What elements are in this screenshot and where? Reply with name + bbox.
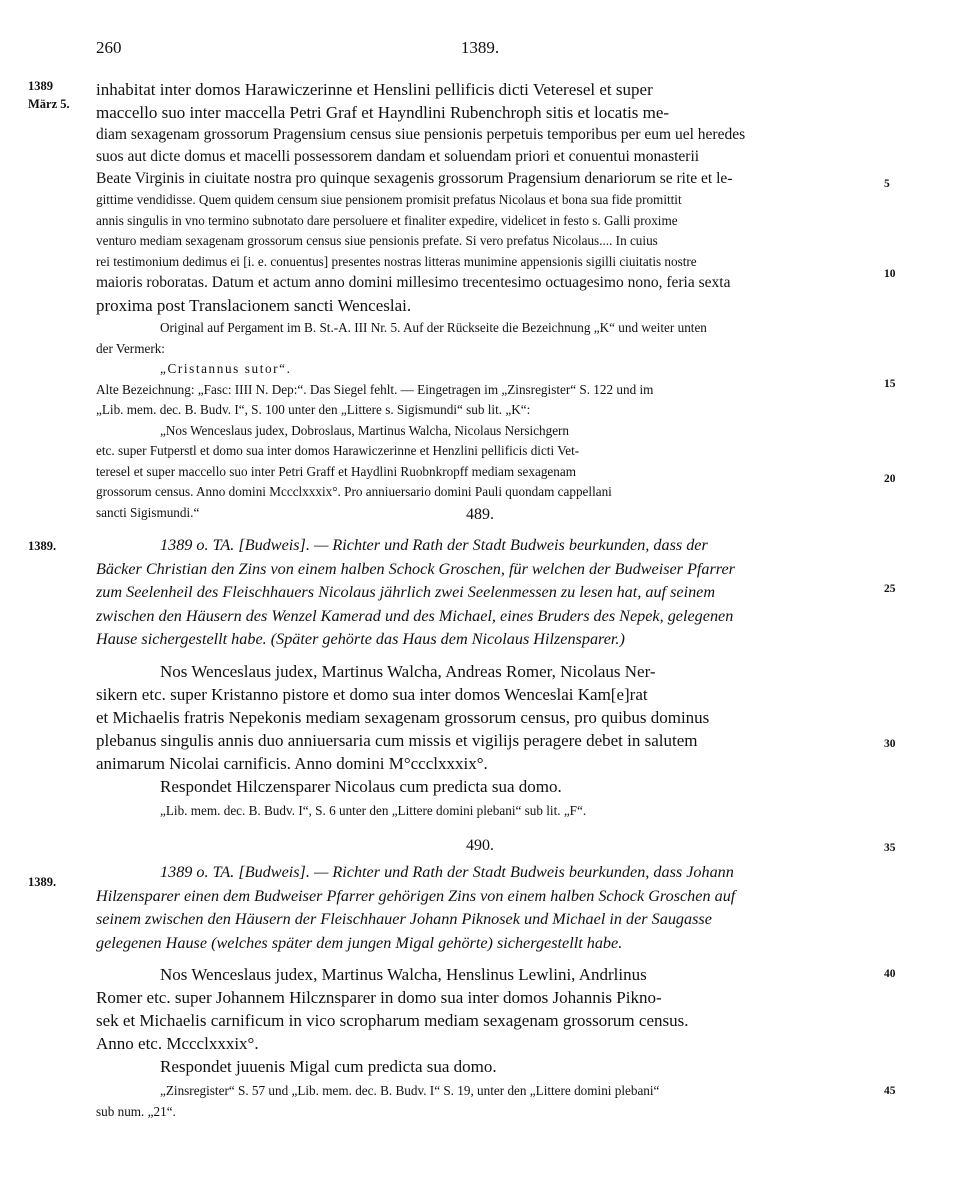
charter-text-488 — [96, 78, 880, 317]
text-line: sikern etc. super Kristanno pistore et domo sua inter domos Wenceslai Kam[e]rat — [96, 685, 648, 704]
charter-text-489 — [96, 660, 880, 822]
text-line: proxima post Translacionem sancti Wenceslai. — [96, 296, 412, 315]
text-line: Nos Wenceslaus judex, Martinus Walcha, Andreas Romer, Nicolaus Ner- — [160, 662, 656, 681]
line-number: 25 — [884, 583, 896, 595]
text-line: Romer etc. super Johannem Hilcznsparer in domo sua inter domos Johannis Pikno- — [96, 988, 662, 1007]
margin-year: 1389. — [28, 875, 57, 889]
margin-year: 1389 — [28, 79, 53, 93]
summary-line: gelegenen Hause (welches später dem jungen Migal gehörte) sichergestellt habe. — [96, 933, 623, 952]
page-header — [0, 38, 960, 62]
note-line: Original auf Pergament im B. St.-A. III Nr. 5. Auf der Rückseite die Bezeichnung „K“ und weiter unten — [160, 320, 707, 335]
document-number: 490. — [466, 837, 494, 854]
note-line: sub num. „21“. — [96, 1103, 176, 1119]
text-line: animarum Nicolai carnificis. Anno domini M°ccclxxxix°. — [96, 754, 488, 773]
text-line: Respondet Hilczensparer Nicolaus cum predicta sua domo. — [160, 777, 562, 796]
document-number: 489. — [466, 506, 494, 523]
note-line: grossorum census. Anno domini Mccclxxxix°. Pro anniuersario domini Pauli quondam cappellani — [96, 484, 612, 499]
text-line: rei testimonium dedimus ei [i. e. conuentus] presentes nostras litteras munimine appensionis sigilli ciuitatis nostre — [96, 253, 697, 269]
text-line: maioris roboratas. Datum et actum anno domini millesimo trecentesimo octuagesimo nono, feria sexta — [96, 274, 731, 291]
summary-line: 1389 o. TA. [Budweis]. — Richter und Rath der Stadt Budweis beurkunden, dass Johann — [160, 863, 734, 881]
regest-490 — [96, 861, 880, 955]
note-line: „Lib. mem. dec. B. Budv. I“, S. 100 unter den „Littere s. Sigismundi“ sub lit. „K“: — [96, 402, 531, 417]
line-number: 5 — [884, 178, 890, 190]
text-line: Anno etc. Mccclxxxix°. — [96, 1034, 259, 1053]
line-number: 35 — [884, 842, 896, 854]
note-line: „Cristannus sutor“. — [160, 361, 292, 376]
text-line: suos aut dicte domus et macelli possessorem dandam et soluendam priori et conuentui monasterii — [96, 148, 700, 165]
note-line: „Nos Wenceslaus judex, Dobroslaus, Martinus Walcha, Nicolaus Nersichgern — [160, 422, 570, 438]
note-line: etc. super Futperstl et domo sua inter domos Harawiczerinne et Henzlini pellificis dicti Vet- — [96, 443, 580, 458]
summary-line: Hilzensparer einen dem Budweiser Pfarrer gehörigen Zins von einem halben Schock Groschen auf — [96, 886, 736, 905]
editorial-notes-490 — [96, 1081, 880, 1122]
text-line: maccello suo inter maccella Petri Graf et Hayndlini Rubenchroph sitis et locatis me- — [96, 103, 670, 122]
margin-year: 1389. — [28, 539, 57, 553]
text-line: diam sexagenam grossorum Pragensium census siue pensionis perpetuis temporibus per eum uel heredes — [96, 126, 746, 143]
charter-text-490 — [96, 963, 880, 1078]
text-line: inhabitat inter domos Harawiczerinne et Henslini pellificis dicti Veteresel et super — [96, 80, 653, 99]
summary-line: 1389 o. TA. [Budweis]. — Richter und Rath der Stadt Budweis beurkunden, dass der — [160, 536, 708, 554]
text-line: gittime vendidisse. Quem quidem censum siue pensionem promisit prefatus Nicolaus et bona sua fide promittit — [96, 192, 682, 207]
text-line: Nos Wenceslaus judex, Martinus Walcha, Henslinus Lewlini, Andrlinus — [160, 965, 647, 984]
summary-line: Hause sichergestellt habe. (Später gehörte das Haus dem Nicolaus Hilzensparer.) — [96, 630, 625, 648]
line-number: 45 — [884, 1085, 896, 1097]
page-number: 260 — [96, 38, 122, 57]
regest-489 — [96, 534, 880, 652]
note-line: „Lib. mem. dec. B. Budv. I“, S. 6 unter den „Littere domini plebani“ sub lit. „F“. — [160, 803, 587, 818]
editorial-notes-488 — [96, 318, 880, 523]
summary-line: Bäcker Christian den Zins von einem halben Schock Groschen, für welchen der Budweiser Pfarrer — [96, 559, 735, 578]
text-line: et Michaelis fratris Nepekonis mediam sexagenam grossorum census, pro quibus dominus — [96, 708, 710, 727]
line-number: 40 — [884, 968, 896, 980]
margin-date: März 5. — [28, 97, 70, 111]
summary-line: seinem zwischen den Häusern der Fleischhauer Johann Piknosek und Michael in der Saugasse — [96, 910, 712, 928]
running-head-year: 1389. — [460, 38, 500, 57]
text-line: plebanus singulis annis duo anniuersaria cum missis et vigilijs peragere debet in salutem — [96, 731, 698, 750]
note-line: „Zinsregister“ S. 57 und „Lib. mem. dec. B. Budv. I“ S. 19, unter den „Littere domini plebani“ — [160, 1083, 660, 1098]
text-line: Respondet juuenis Migal cum predicta sua domo. — [160, 1057, 497, 1076]
note-line: der Vermerk: — [96, 340, 165, 356]
line-number: 10 — [884, 268, 896, 280]
line-number: 30 — [884, 738, 896, 750]
text-line: Beate Virginis in ciuitate nostra pro quinque sexagenis grossorum Pragensium denariorum se rite et le- — [96, 170, 733, 187]
note-line: teresel et super maccello suo inter Petri Graff et Haydlini Ruobnkropff mediam sexagenam — [96, 463, 576, 479]
line-number: 20 — [884, 473, 896, 485]
note-line: Alte Bezeichnung: „Fasc: IIII N. Dep:“. Das Siegel fehlt. — Eingetragen im „Zinsregister“ S. 122 und im — [96, 381, 654, 397]
text-line: venturo mediam sexagenam grossorum census siue pensionis prefate. Si vero prefatus Nicolaus.... In cuius — [96, 233, 658, 248]
note-line: sancti Sigismundi.“ — [96, 504, 200, 520]
text-line: annis singulis in vno termino subnotato dare persoluere et finaliter expedire, videlicet in festo s. Galli proxime — [96, 212, 678, 228]
text-line: sek et Michaelis carnificum in vico scropharum mediam sexagenam grossorum census. — [96, 1011, 689, 1030]
summary-line: zwischen den Häusern des Wenzel Kamerad und des Michael, eines Bruders des Nepek, gelegenen — [96, 606, 734, 625]
summary-line: zum Seelenheil des Fleischhauers Nicolaus jährlich zwei Seelenmessen zu lesen hat, auf seinem — [96, 583, 716, 601]
line-number: 15 — [884, 378, 896, 390]
